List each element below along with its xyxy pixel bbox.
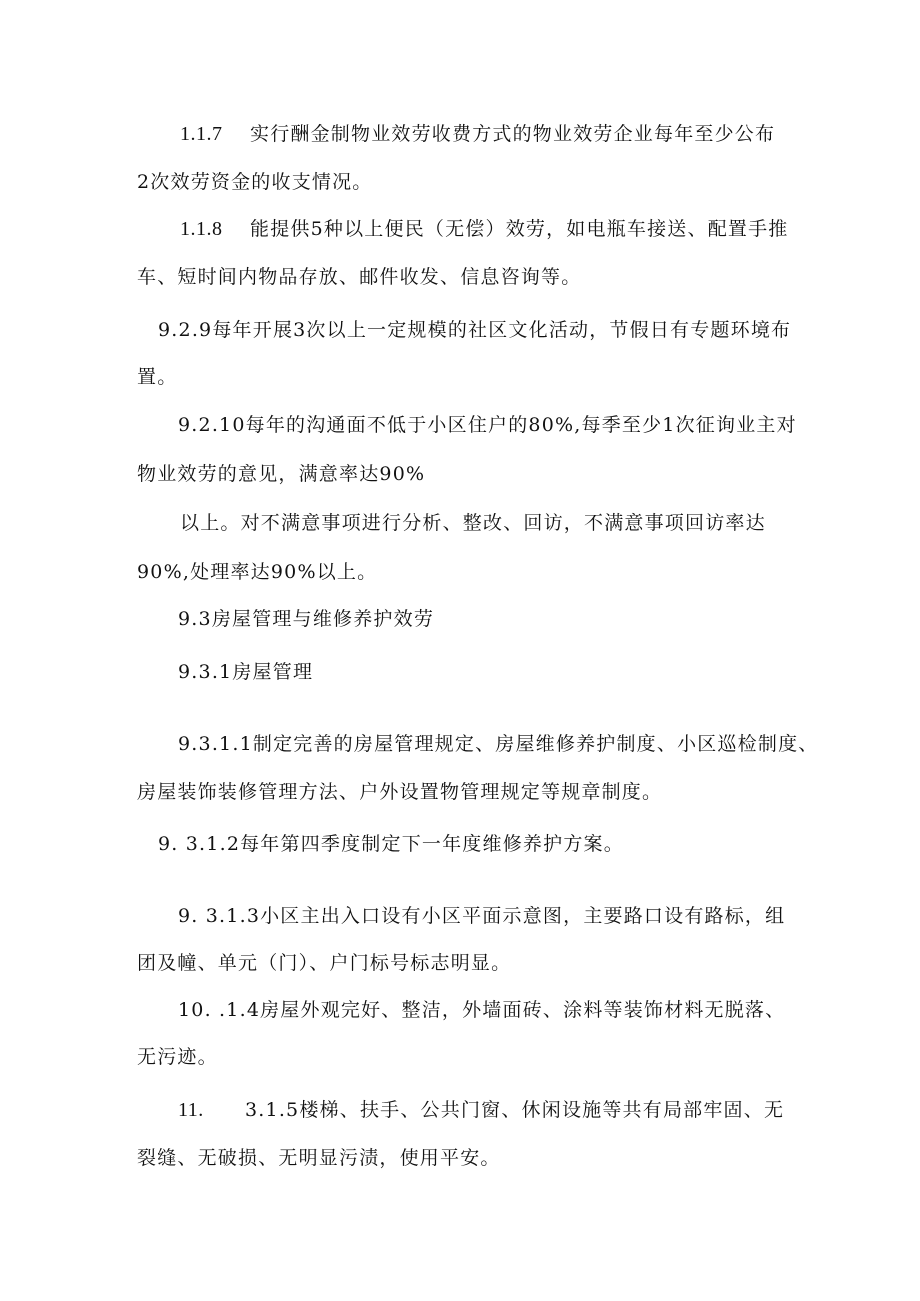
paragraph-line: 9. 3.1.3小区主出入口设有小区平面示意图，主要路口设有路标，组 (178, 905, 786, 927)
paragraph-line: 裂缝、无破损、无明显污渍，使用平安。 (137, 1147, 501, 1169)
paragraph-line: 90%,处理率达90%以上。 (137, 561, 378, 583)
paragraph-line: 9.2.9每年开展3次以上一定规模的社区文化活动，节假日有专题环境布 (158, 319, 792, 341)
paragraph-line: 9.3.1.1制定完善的房屋管理规定、房屋维修养护制度、小区巡检制度、 (178, 733, 819, 755)
paragraph-line: 实行酬金制物业效劳收费方式的物业效劳企业每年至少公布 (250, 123, 776, 145)
paragraph-line: 房屋装饰装修管理方法、户外设置物管理规定等规章制度。 (137, 781, 663, 803)
paragraph-line: 9.2.10每年的沟通面不低于小区住户的80%,每季至少1次征询业主对 (178, 414, 797, 436)
paragraph-line: 9. 3.1.2每年第四季度制定下一年度维修养护方案。 (158, 833, 624, 855)
paragraph-line: 车、短时间内物品存放、邮件收发、信息咨询等。 (137, 266, 582, 288)
paragraph-line: 能提供5种以上便民（无偿）效劳，如电瓶车接送、配置手推 (250, 218, 789, 240)
paragraph-line: 物业效劳的意见，满意率达90% (137, 463, 426, 485)
paragraph-line: 2次效劳资金的收支情况。 (137, 171, 373, 193)
paragraph-line: 10. .1.4房屋外观完好、整洁，外墙面砖、涂料等装饰材料无脱落、 (178, 999, 786, 1021)
paragraph-line: 置。 (137, 366, 178, 388)
paragraph-line: 以上。对不满意事项进行分析、整改、回访，不满意事项回访率达 (180, 512, 766, 534)
clause-number: 11. (178, 1099, 204, 1121)
clause-number: 1.1.8 (180, 218, 223, 240)
paragraph-line: 无污迹。 (137, 1046, 218, 1068)
paragraph-line: 3.1.5楼梯、扶手、公共门窗、休闲设施等共有局部牢固、无 (245, 1099, 785, 1121)
subsection-heading: 9.3.1房屋管理 (178, 661, 314, 683)
paragraph-line: 团及幢、单元（门）、户门标号标志明显。 (137, 952, 512, 974)
clause-number: 1.1.7 (180, 123, 223, 145)
section-heading: 9.3房屋管理与维修养护效劳 (178, 608, 435, 630)
